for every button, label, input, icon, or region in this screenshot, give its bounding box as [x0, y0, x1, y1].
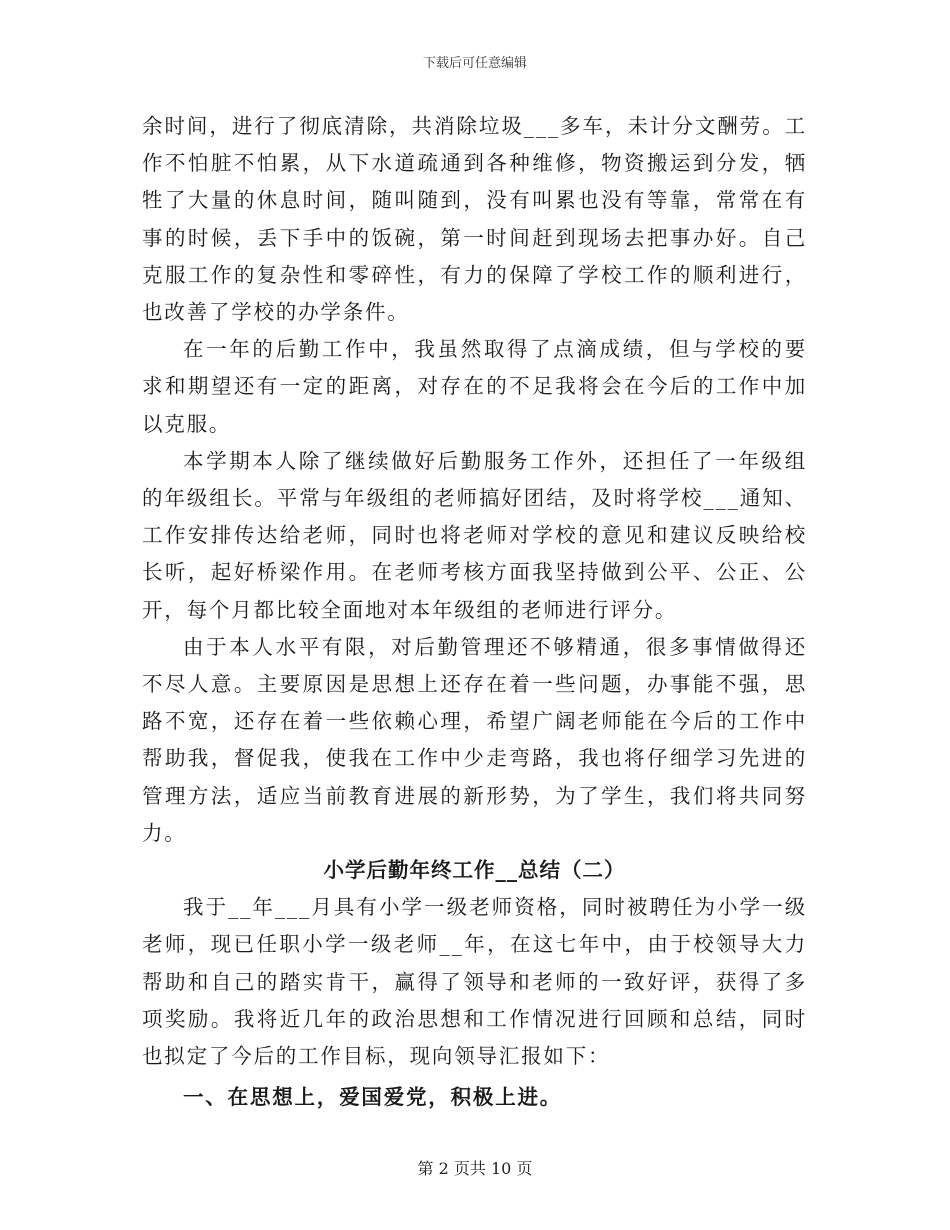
paragraph: 我于__年___月具有小学一级老师资格，同时被聘任为小学一级老师，现已任职小学一级老师__年，在这七年中，由于校领导大力帮助和自己的踏实肯干，赢得了领导和老师的一致好评，获得了多项奖励。我将近几年的政治思想和工作情况进行回顾和总结，同时也拟定了今后的工作目标，现向领导汇报如下： — [142, 895, 807, 1069]
page-header: 下载后可任意编辑 — [422, 56, 527, 71]
paragraph-continuation: 余时间，进行了彻底清除，共消除垃圾___多车，未计分文酬劳。工作不怕脏不怕累，从下水道疏通到各种维修，物资搬运到分发，牺牲了大量的休息时间，随叫随到，没有叫累也没有等靠，常常在有事的时候，丢下手中的饭碗，第一时间赶到现场去把事办好。自己克服工作的复杂性和零碎性，有力的保障了学校工作的顺利进行，也改善了学校的办学条件。 — [142, 114, 807, 325]
paragraph: 在一年的后勤工作中，我虽然取得了点滴成绩，但与学校的要求和期望还有一定的距离，对存在的不足我将会在今后的工作中加以克服。 — [142, 337, 807, 436]
document-body — [142, 108, 807, 1116]
page-footer: 第 2 页共 10 页 — [417, 1159, 533, 1178]
section-heading: 一、在思想上，爱国爱党，积极上进。 — [183, 1085, 563, 1110]
paragraph: 由于本人水平有限，对后勤管理还不够精通，很多事情做得还不尽人意。主要原因是思想上还存在着一些问题，办事能不强，思路不宽，还存在着一些依赖心理，希望广阔老师能在今后的工作中帮助我，督促我，使我在工作中少走弯路，我也将仔细学习先进的管理方法，适应当前教育进展的新形势，为了学生，我们将共同努力。 — [142, 634, 807, 845]
section-title: 小学后勤年终工作__总结（二） — [323, 858, 626, 883]
paragraph: 本学期本人除了继续做好后勤服务工作外，还担任了一年级组的年级组长。平常与年级组的老师搞好团结，及时将学校___通知、工作安排传达给老师，同时也将老师对学校的意见和建议反映给校长听，起好桥梁作用。在老师考核方面我坚持做到公平、公正、公开，每个月都比较全面地对本年级组的老师进行评分。 — [142, 448, 807, 622]
